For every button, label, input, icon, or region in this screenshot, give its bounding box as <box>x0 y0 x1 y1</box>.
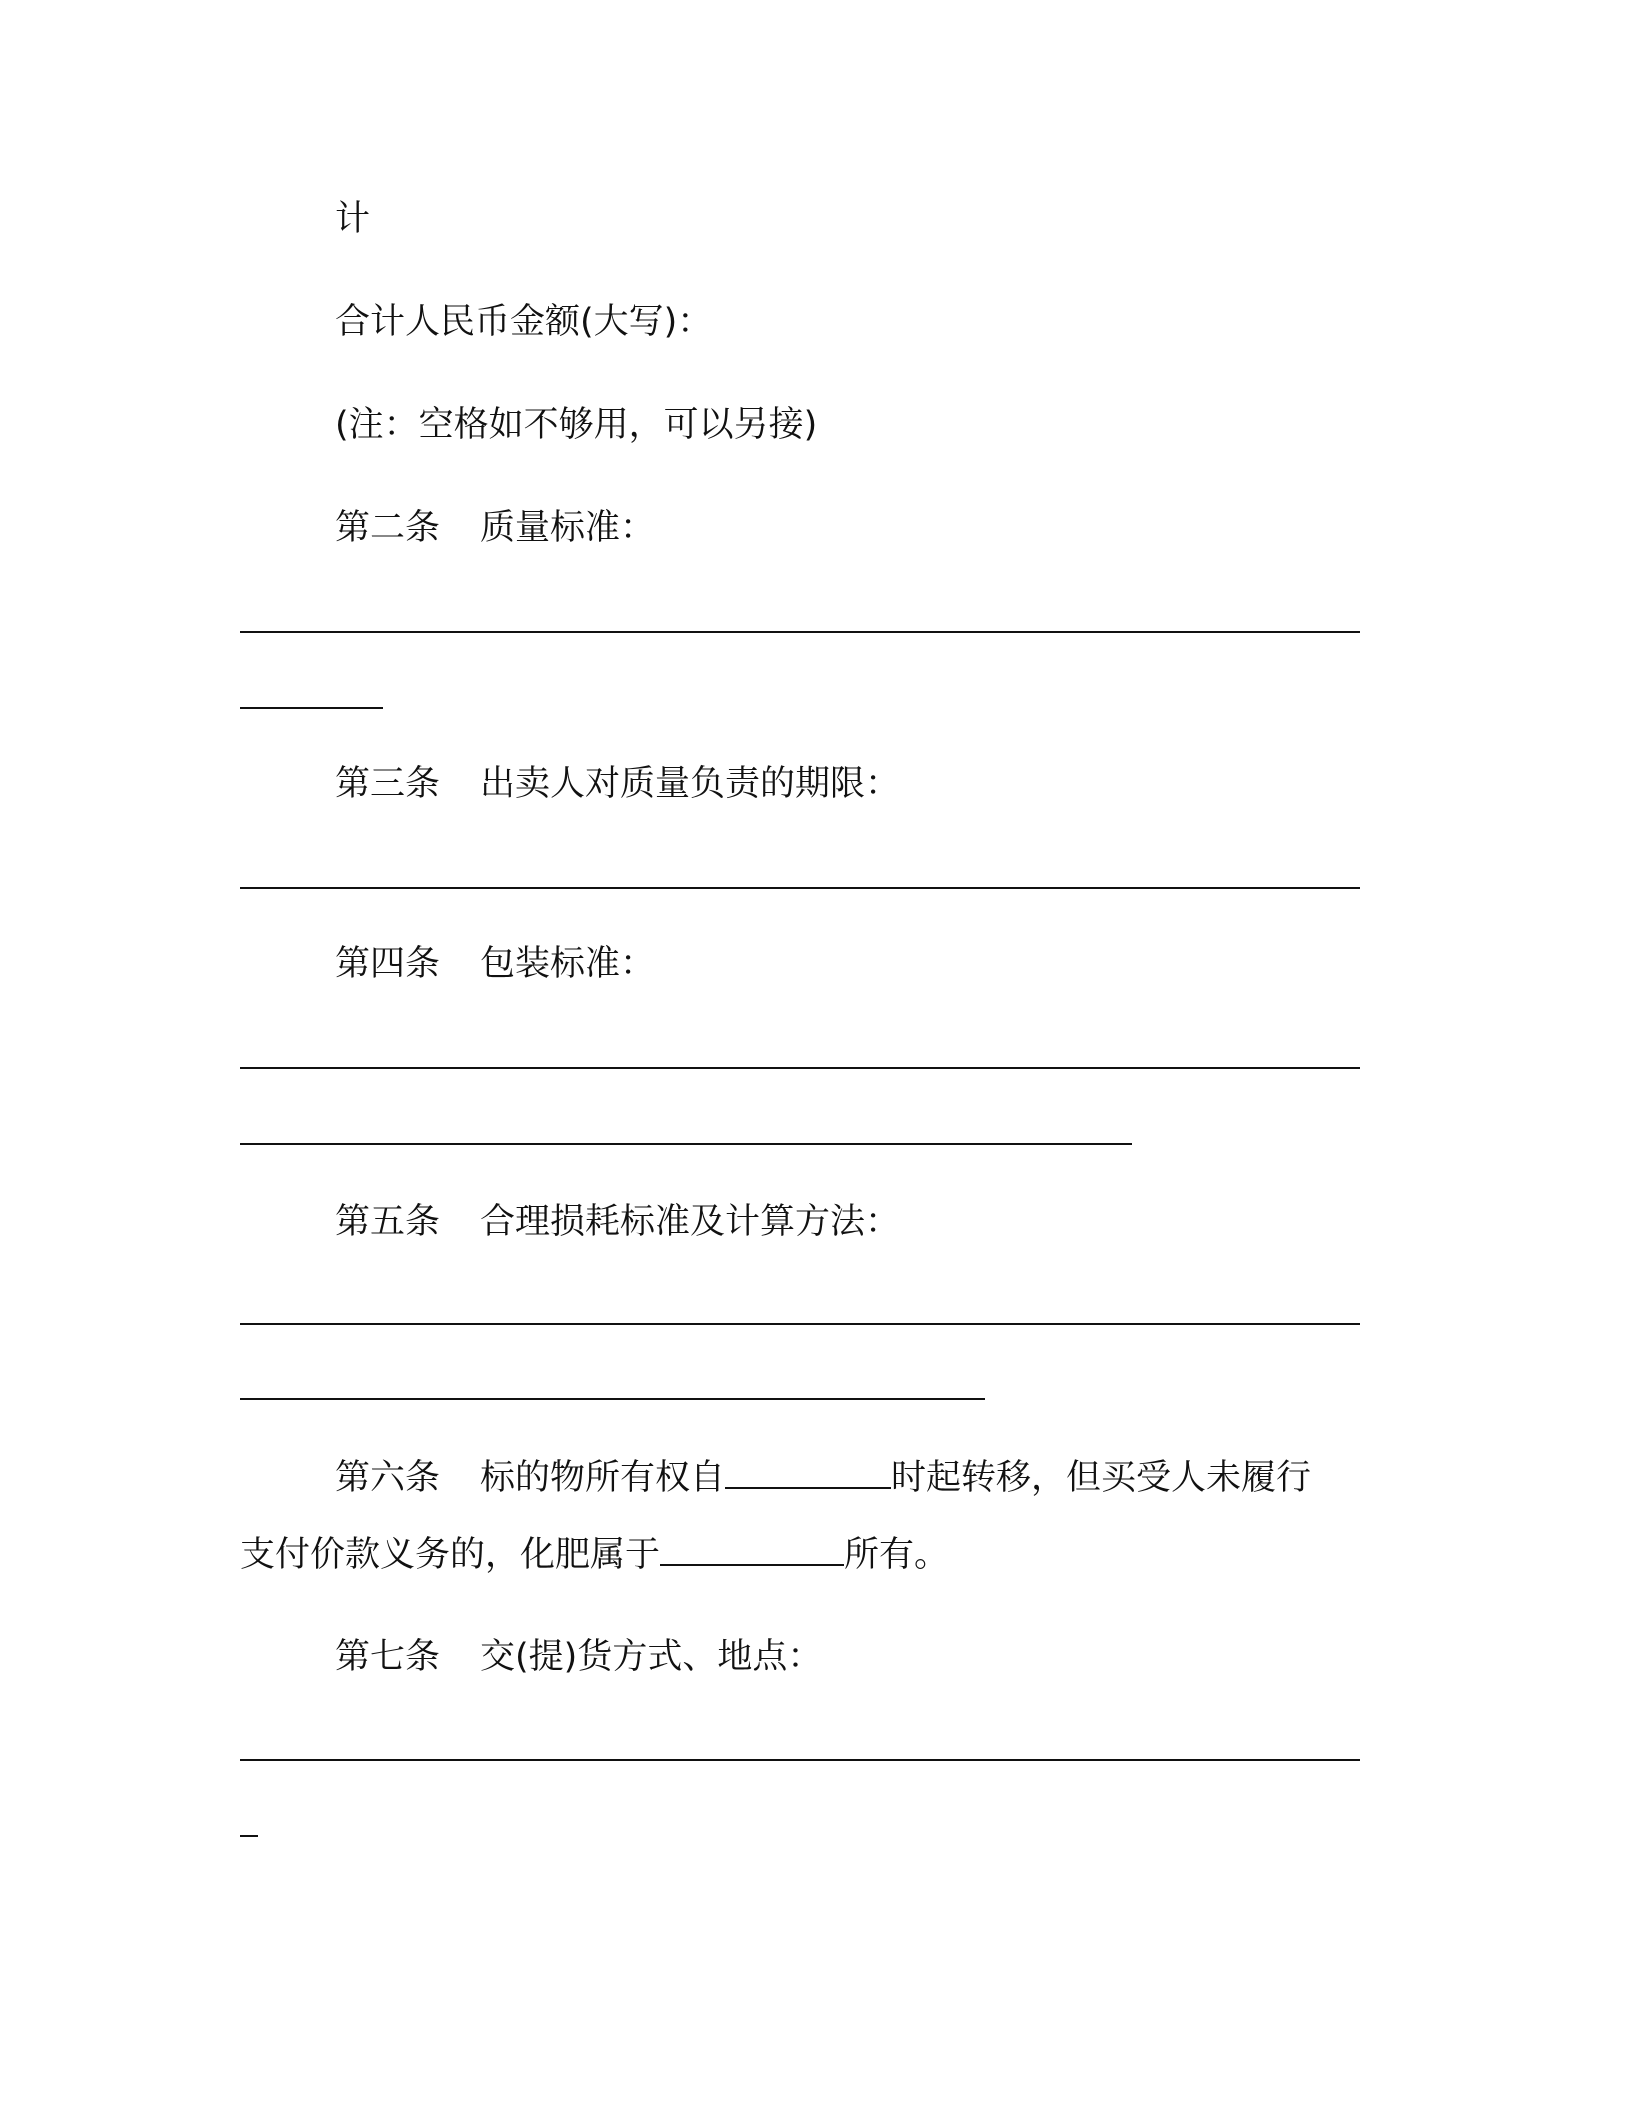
article-6-text-4: 所有。 <box>844 1535 950 1575</box>
article-3-title: 出卖人对质量负责的期限： <box>480 764 901 804</box>
article-6-text-3: 支付价款义务的，化肥属于 <box>240 1535 661 1575</box>
article-6-blank-time <box>725 1455 891 1489</box>
continuation-text: 计 <box>335 199 371 239</box>
article-6-line-2 <box>240 1531 949 1579</box>
article-3-number: 第三条 <box>335 764 441 804</box>
article-4-fill-line-1 <box>240 1067 1360 1069</box>
article-7-fill-line-2 <box>240 1835 258 1837</box>
article-5-fill-line-1 <box>240 1323 1360 1325</box>
article-3-heading <box>335 760 900 808</box>
article-5-fill-line-2 <box>240 1398 985 1400</box>
article-6-number: 第六条 <box>335 1458 441 1498</box>
article-7-fill-line-1 <box>240 1759 1360 1761</box>
article-2-title: 质量标准： <box>480 508 656 548</box>
article-7-number: 第七条 <box>335 1637 441 1677</box>
article-6-text-2: 时起转移，但买受人未履行 <box>891 1458 1312 1498</box>
article-7-title: 交(提)货方式、地点： <box>480 1637 823 1677</box>
article-7-heading <box>335 1633 822 1681</box>
article-4-heading <box>335 940 655 988</box>
article-4-title: 包装标准： <box>480 944 656 984</box>
article-6-line-1 <box>335 1454 1311 1502</box>
article-5-heading <box>335 1198 900 1246</box>
article-5-title: 合理损耗标准及计算方法： <box>480 1202 901 1242</box>
article-2-heading <box>335 504 655 552</box>
article-3-fill-line-1 <box>240 887 1360 889</box>
article-6-blank-owner <box>660 1532 844 1566</box>
note-text: (注：空格如不够用，可以另接) <box>335 405 818 445</box>
total-amount-label: 合计人民币金额(大写)： <box>335 302 713 342</box>
article-4-fill-line-2 <box>240 1143 1132 1145</box>
article-5-number: 第五条 <box>335 1202 441 1242</box>
article-2-fill-line-2 <box>240 707 383 709</box>
article-6-text-1: 标的物所有权自 <box>480 1458 726 1498</box>
article-2-number: 第二条 <box>335 508 441 548</box>
article-4-number: 第四条 <box>335 944 441 984</box>
article-2-fill-line-1 <box>240 631 1360 633</box>
